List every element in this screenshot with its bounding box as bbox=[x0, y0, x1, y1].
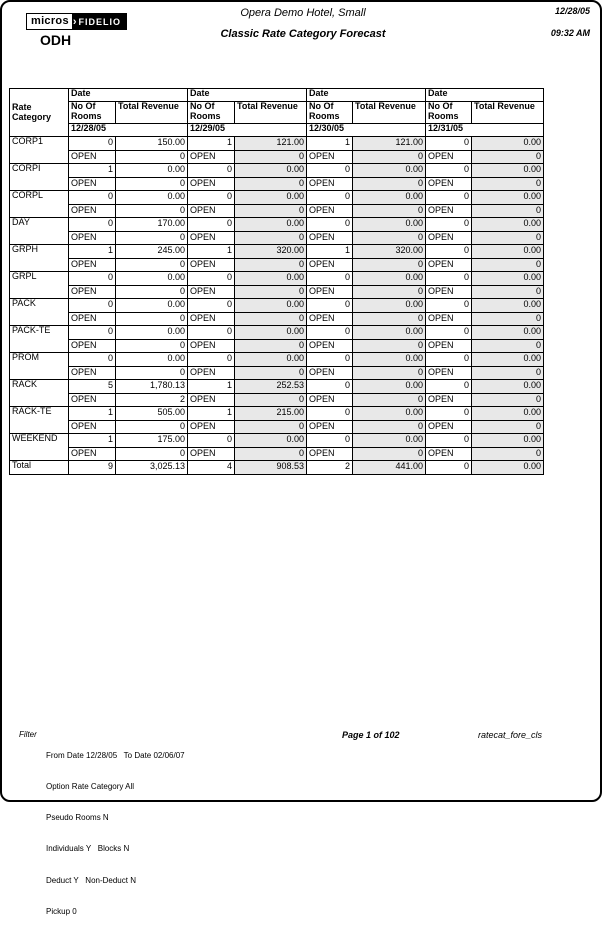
rooms-cell: 0 bbox=[307, 407, 353, 421]
revenue-cell: 0.00 bbox=[116, 353, 188, 367]
open-row bbox=[10, 393, 544, 407]
open-row bbox=[10, 339, 544, 353]
revenue-cell: 0.00 bbox=[472, 164, 544, 178]
open-count-cell: 0 bbox=[472, 150, 544, 164]
revenue-cell: 0.00 bbox=[353, 407, 426, 421]
rooms-cell: 0 bbox=[69, 326, 116, 340]
open-label-cell: OPEN bbox=[188, 258, 235, 272]
rooms-cell: 0 bbox=[307, 191, 353, 205]
revenue-cell: 215.00 bbox=[235, 407, 307, 421]
open-count-cell: 0 bbox=[472, 447, 544, 461]
open-count-cell: 0 bbox=[116, 204, 188, 218]
revenue-cell: 320.00 bbox=[353, 245, 426, 259]
open-count-cell: 0 bbox=[353, 231, 426, 245]
open-count-cell: 2 bbox=[116, 393, 188, 407]
open-label-cell: OPEN bbox=[307, 420, 353, 434]
open-count-cell: 0 bbox=[235, 204, 307, 218]
open-count-cell: 0 bbox=[235, 177, 307, 191]
open-label-cell: OPEN bbox=[307, 393, 353, 407]
total-revenue-header: Total Revenue bbox=[116, 102, 188, 124]
revenue-cell: 150.00 bbox=[116, 137, 188, 151]
revenue-cell: 170.00 bbox=[116, 218, 188, 232]
revenue-cell: 0.00 bbox=[116, 164, 188, 178]
revenue-cell: 0.00 bbox=[235, 272, 307, 286]
rooms-cell: 0 bbox=[426, 380, 472, 394]
revenue-cell: 0.00 bbox=[353, 164, 426, 178]
no-of-rooms-header: No Of Rooms bbox=[426, 102, 472, 124]
rooms-cell: 0 bbox=[307, 380, 353, 394]
open-count-cell: 0 bbox=[353, 393, 426, 407]
category-row bbox=[10, 218, 544, 232]
rate-category-cell: PACK-TE bbox=[10, 326, 69, 353]
open-count-cell: 0 bbox=[116, 231, 188, 245]
total-revenue-header: Total Revenue bbox=[235, 102, 307, 124]
rooms-cell: 0 bbox=[307, 299, 353, 313]
rooms-cell: 0 bbox=[307, 434, 353, 448]
revenue-cell: 0.00 bbox=[116, 299, 188, 313]
open-label-cell: OPEN bbox=[426, 366, 472, 380]
category-row bbox=[10, 299, 544, 313]
open-label-cell: OPEN bbox=[426, 231, 472, 245]
report-title: Classic Rate Category Forecast bbox=[220, 28, 386, 40]
open-label-cell: OPEN bbox=[69, 150, 116, 164]
rooms-cell: 1 bbox=[188, 407, 235, 421]
revenue-cell: 0.00 bbox=[353, 380, 426, 394]
table-header bbox=[10, 89, 544, 137]
open-count-cell: 0 bbox=[235, 447, 307, 461]
rooms-cell: 0 bbox=[307, 164, 353, 178]
open-count-cell: 0 bbox=[353, 150, 426, 164]
revenue-cell: 121.00 bbox=[353, 137, 426, 151]
open-label-cell: OPEN bbox=[188, 393, 235, 407]
rooms-cell: 0 bbox=[69, 353, 116, 367]
total-rooms-cell: 0 bbox=[426, 461, 472, 475]
open-label-cell: OPEN bbox=[69, 177, 116, 191]
open-label-cell: OPEN bbox=[69, 420, 116, 434]
revenue-cell: 0.00 bbox=[116, 326, 188, 340]
open-label-cell: OPEN bbox=[69, 285, 116, 299]
date-group-header-row bbox=[10, 89, 544, 102]
rooms-cell: 0 bbox=[188, 434, 235, 448]
open-label-cell: OPEN bbox=[188, 204, 235, 218]
rooms-cell: 0 bbox=[188, 299, 235, 313]
open-count-cell: 0 bbox=[116, 177, 188, 191]
print-date: 12/28/05 bbox=[554, 6, 590, 16]
category-row bbox=[10, 272, 544, 286]
open-row bbox=[10, 312, 544, 326]
open-label-cell: OPEN bbox=[426, 258, 472, 272]
no-of-rooms-header: No Of Rooms bbox=[188, 102, 235, 124]
open-label-cell: OPEN bbox=[188, 366, 235, 380]
open-label-cell: OPEN bbox=[69, 339, 116, 353]
revenue-cell: 0.00 bbox=[353, 434, 426, 448]
category-row bbox=[10, 434, 544, 448]
open-label-cell: OPEN bbox=[426, 150, 472, 164]
open-label-cell: OPEN bbox=[188, 231, 235, 245]
open-label-cell: OPEN bbox=[69, 393, 116, 407]
open-count-cell: 0 bbox=[472, 258, 544, 272]
revenue-cell: 0.00 bbox=[353, 218, 426, 232]
open-label-cell: OPEN bbox=[307, 447, 353, 461]
open-row bbox=[10, 258, 544, 272]
open-label-cell: OPEN bbox=[307, 231, 353, 245]
total-revenue-header: Total Revenue bbox=[472, 102, 544, 124]
revenue-cell: 0.00 bbox=[472, 434, 544, 448]
open-count-cell: 0 bbox=[235, 393, 307, 407]
page-indicator: Page 1 of 102 bbox=[342, 730, 400, 740]
rooms-cell: 1 bbox=[188, 380, 235, 394]
open-count-cell: 0 bbox=[472, 339, 544, 353]
open-count-cell: 0 bbox=[472, 312, 544, 326]
date-group-header: Date bbox=[426, 89, 544, 102]
logo-fidelio-text: FIDELIO bbox=[78, 17, 122, 27]
revenue-cell: 0.00 bbox=[472, 380, 544, 394]
rate-category-cell: PACK bbox=[10, 299, 69, 326]
rooms-cell: 0 bbox=[188, 326, 235, 340]
date-group-header: Date bbox=[307, 89, 426, 102]
open-label-cell: OPEN bbox=[69, 258, 116, 272]
report-code: ratecat_fore_cls bbox=[477, 730, 542, 740]
revenue-cell: 0.00 bbox=[472, 272, 544, 286]
open-count-cell: 0 bbox=[116, 420, 188, 434]
total-revenue-cell: 908.53 bbox=[235, 461, 307, 475]
rooms-cell: 1 bbox=[69, 245, 116, 259]
revenue-cell: 0.00 bbox=[235, 434, 307, 448]
open-label-cell: OPEN bbox=[307, 258, 353, 272]
rate-category-cell: CORPL bbox=[10, 191, 69, 218]
open-label-cell: OPEN bbox=[426, 447, 472, 461]
rate-category-cell: RACK-TE bbox=[10, 407, 69, 434]
revenue-cell: 0.00 bbox=[235, 353, 307, 367]
revenue-cell: 0.00 bbox=[353, 353, 426, 367]
rooms-cell: 0 bbox=[426, 218, 472, 232]
rooms-cell: 0 bbox=[426, 137, 472, 151]
open-label-cell: OPEN bbox=[188, 285, 235, 299]
filter-label: Filter bbox=[19, 730, 37, 739]
property-code: ODH bbox=[40, 32, 72, 48]
open-count-cell: 0 bbox=[235, 258, 307, 272]
open-count-cell: 0 bbox=[353, 258, 426, 272]
date-value: 12/29/05 bbox=[188, 124, 307, 137]
open-row bbox=[10, 150, 544, 164]
revenue-cell: 0.00 bbox=[472, 137, 544, 151]
date-value-row bbox=[10, 124, 544, 137]
rooms-cell: 0 bbox=[307, 326, 353, 340]
rooms-cell: 1 bbox=[307, 137, 353, 151]
open-label-cell: OPEN bbox=[188, 420, 235, 434]
rooms-cell: 5 bbox=[69, 380, 116, 394]
open-label-cell: OPEN bbox=[426, 177, 472, 191]
open-count-cell: 0 bbox=[472, 420, 544, 434]
revenue-cell: 0.00 bbox=[353, 272, 426, 286]
rooms-cell: 0 bbox=[426, 326, 472, 340]
open-label-cell: OPEN bbox=[188, 339, 235, 353]
rooms-cell: 1 bbox=[307, 245, 353, 259]
category-row bbox=[10, 245, 544, 259]
revenue-cell: 121.00 bbox=[235, 137, 307, 151]
open-count-cell: 0 bbox=[116, 366, 188, 380]
open-count-cell: 0 bbox=[235, 285, 307, 299]
open-count-cell: 0 bbox=[472, 366, 544, 380]
open-count-cell: 0 bbox=[116, 285, 188, 299]
no-of-rooms-header: No Of Rooms bbox=[307, 102, 353, 124]
rate-category-cell: DAY bbox=[10, 218, 69, 245]
total-revenue-cell: 441.00 bbox=[353, 461, 426, 475]
revenue-cell: 320.00 bbox=[235, 245, 307, 259]
revenue-cell: 0.00 bbox=[235, 218, 307, 232]
rate-category-header: Rate Category bbox=[10, 89, 69, 137]
open-count-cell: 0 bbox=[353, 447, 426, 461]
revenue-cell: 0.00 bbox=[472, 326, 544, 340]
rooms-cell: 0 bbox=[69, 218, 116, 232]
date-group-header: Date bbox=[188, 89, 307, 102]
open-label-cell: OPEN bbox=[426, 285, 472, 299]
category-row bbox=[10, 407, 544, 421]
revenue-cell: 0.00 bbox=[472, 407, 544, 421]
rooms-cell: 1 bbox=[69, 407, 116, 421]
hotel-name: Opera Demo Hotel, Small bbox=[240, 7, 366, 19]
open-count-cell: 0 bbox=[116, 258, 188, 272]
rate-category-cell: WEEKEND bbox=[10, 434, 69, 461]
open-label-cell: OPEN bbox=[69, 231, 116, 245]
open-label-cell: OPEN bbox=[188, 150, 235, 164]
open-label-cell: OPEN bbox=[307, 285, 353, 299]
open-row bbox=[10, 447, 544, 461]
rooms-cell: 0 bbox=[188, 191, 235, 205]
rooms-cell: 0 bbox=[426, 353, 472, 367]
rate-category-cell: CORP1 bbox=[10, 137, 69, 164]
rate-category-cell: GRPL bbox=[10, 272, 69, 299]
revenue-cell: 0.00 bbox=[472, 218, 544, 232]
forecast-table bbox=[9, 88, 544, 475]
open-count-cell: 0 bbox=[472, 285, 544, 299]
category-row bbox=[10, 164, 544, 178]
date-value: 12/30/05 bbox=[307, 124, 426, 137]
category-row bbox=[10, 380, 544, 394]
open-label-cell: OPEN bbox=[307, 204, 353, 218]
rooms-cell: 0 bbox=[426, 407, 472, 421]
filter-criteria bbox=[46, 730, 185, 938]
open-count-cell: 0 bbox=[235, 312, 307, 326]
open-row bbox=[10, 285, 544, 299]
revenue-cell: 0.00 bbox=[353, 299, 426, 313]
open-label-cell: OPEN bbox=[188, 177, 235, 191]
open-count-cell: 0 bbox=[235, 420, 307, 434]
open-label-cell: OPEN bbox=[307, 312, 353, 326]
rooms-cell: 0 bbox=[307, 353, 353, 367]
open-count-cell: 0 bbox=[116, 150, 188, 164]
date-value: 12/31/05 bbox=[426, 124, 544, 137]
open-label-cell: OPEN bbox=[307, 366, 353, 380]
revenue-cell: 0.00 bbox=[235, 191, 307, 205]
total-rooms-cell: 2 bbox=[307, 461, 353, 475]
open-label-cell: OPEN bbox=[69, 204, 116, 218]
revenue-cell: 0.00 bbox=[472, 245, 544, 259]
filter-line: Option Rate Category All bbox=[46, 782, 135, 792]
revenue-cell: 175.00 bbox=[116, 434, 188, 448]
open-count-cell: 0 bbox=[116, 447, 188, 461]
rooms-cell: 0 bbox=[426, 191, 472, 205]
open-row bbox=[10, 231, 544, 245]
total-revenue-cell: 3,025.13 bbox=[116, 461, 188, 475]
column-header-row bbox=[10, 102, 544, 124]
open-row bbox=[10, 204, 544, 218]
revenue-cell: 0.00 bbox=[353, 326, 426, 340]
rooms-cell: 0 bbox=[188, 164, 235, 178]
rooms-cell: 0 bbox=[426, 164, 472, 178]
open-label-cell: OPEN bbox=[426, 420, 472, 434]
open-row bbox=[10, 177, 544, 191]
rate-category-cell: PROM bbox=[10, 353, 69, 380]
category-row bbox=[10, 137, 544, 151]
total-rooms-cell: 4 bbox=[188, 461, 235, 475]
rooms-cell: 1 bbox=[69, 434, 116, 448]
rooms-cell: 0 bbox=[426, 434, 472, 448]
open-count-cell: 0 bbox=[235, 366, 307, 380]
open-label-cell: OPEN bbox=[426, 393, 472, 407]
rooms-cell: 0 bbox=[69, 299, 116, 313]
category-row bbox=[10, 191, 544, 205]
open-count-cell: 0 bbox=[472, 231, 544, 245]
rooms-cell: 1 bbox=[188, 245, 235, 259]
rooms-cell: 0 bbox=[307, 272, 353, 286]
open-count-cell: 0 bbox=[116, 339, 188, 353]
open-count-cell: 0 bbox=[353, 177, 426, 191]
revenue-cell: 0.00 bbox=[472, 299, 544, 313]
rooms-cell: 0 bbox=[188, 272, 235, 286]
revenue-cell: 505.00 bbox=[116, 407, 188, 421]
open-count-cell: 0 bbox=[353, 285, 426, 299]
rooms-cell: 0 bbox=[426, 245, 472, 259]
open-label-cell: OPEN bbox=[307, 150, 353, 164]
open-label-cell: OPEN bbox=[188, 447, 235, 461]
open-row bbox=[10, 420, 544, 434]
rate-category-cell: GRPH bbox=[10, 245, 69, 272]
open-count-cell: 0 bbox=[472, 204, 544, 218]
category-row bbox=[10, 353, 544, 367]
filter-line: Pickup 0 bbox=[46, 906, 77, 916]
open-label-cell: OPEN bbox=[426, 204, 472, 218]
open-count-cell: 0 bbox=[353, 339, 426, 353]
revenue-cell: 0.00 bbox=[472, 191, 544, 205]
open-count-cell: 0 bbox=[235, 339, 307, 353]
open-row bbox=[10, 366, 544, 380]
rooms-cell: 0 bbox=[307, 218, 353, 232]
total-row bbox=[10, 461, 544, 475]
no-of-rooms-header: No Of Rooms bbox=[69, 102, 116, 124]
rooms-cell: 1 bbox=[69, 164, 116, 178]
revenue-cell: 0.00 bbox=[353, 191, 426, 205]
open-label-cell: OPEN bbox=[69, 447, 116, 461]
revenue-cell: 252.53 bbox=[235, 380, 307, 394]
rooms-cell: 0 bbox=[188, 353, 235, 367]
rate-category-cell: RACK bbox=[10, 380, 69, 407]
revenue-cell: 0.00 bbox=[116, 191, 188, 205]
category-row bbox=[10, 326, 544, 340]
open-count-cell: 0 bbox=[235, 150, 307, 164]
open-label-cell: OPEN bbox=[69, 312, 116, 326]
rooms-cell: 0 bbox=[426, 272, 472, 286]
rooms-cell: 0 bbox=[69, 137, 116, 151]
open-count-cell: 0 bbox=[472, 393, 544, 407]
open-label-cell: OPEN bbox=[69, 366, 116, 380]
rooms-cell: 1 bbox=[188, 137, 235, 151]
revenue-cell: 0.00 bbox=[472, 353, 544, 367]
filter-line: From Date 12/28/05 To Date 02/06/07 bbox=[46, 750, 185, 760]
forecast-table-body bbox=[10, 137, 544, 475]
filter-line: Deduct Y Non-Deduct N bbox=[46, 875, 136, 885]
revenue-cell: 0.00 bbox=[235, 326, 307, 340]
rooms-cell: 0 bbox=[188, 218, 235, 232]
open-count-cell: 0 bbox=[353, 366, 426, 380]
open-label-cell: OPEN bbox=[307, 339, 353, 353]
total-revenue-header: Total Revenue bbox=[353, 102, 426, 124]
date-value: 12/28/05 bbox=[69, 124, 188, 137]
open-count-cell: 0 bbox=[353, 204, 426, 218]
open-count-cell: 0 bbox=[353, 420, 426, 434]
filter-line: Pseudo Rooms N bbox=[46, 813, 109, 823]
chevron-right-icon: › bbox=[72, 16, 78, 28]
revenue-cell: 245.00 bbox=[116, 245, 188, 259]
revenue-cell: 0.00 bbox=[116, 272, 188, 286]
print-time: 09:32 AM bbox=[550, 28, 590, 38]
rooms-cell: 0 bbox=[69, 191, 116, 205]
logo-micros-text: micros bbox=[27, 14, 72, 29]
total-revenue-cell: 0.00 bbox=[472, 461, 544, 475]
open-label-cell: OPEN bbox=[426, 312, 472, 326]
total-rooms-cell: 9 bbox=[69, 461, 116, 475]
open-count-cell: 0 bbox=[353, 312, 426, 326]
open-count-cell: 0 bbox=[235, 231, 307, 245]
filter-line: Individuals Y Blocks N bbox=[46, 844, 130, 854]
total-label-cell: Total bbox=[10, 461, 69, 475]
revenue-cell: 0.00 bbox=[235, 164, 307, 178]
rate-category-cell: CORPI bbox=[10, 164, 69, 191]
rooms-cell: 0 bbox=[69, 272, 116, 286]
revenue-cell: 0.00 bbox=[235, 299, 307, 313]
open-label-cell: OPEN bbox=[307, 177, 353, 191]
revenue-cell: 1,780.13 bbox=[116, 380, 188, 394]
date-group-header: Date bbox=[69, 89, 188, 102]
open-label-cell: OPEN bbox=[426, 339, 472, 353]
rooms-cell: 0 bbox=[426, 299, 472, 313]
open-count-cell: 0 bbox=[116, 312, 188, 326]
open-label-cell: OPEN bbox=[188, 312, 235, 326]
open-count-cell: 0 bbox=[472, 177, 544, 191]
